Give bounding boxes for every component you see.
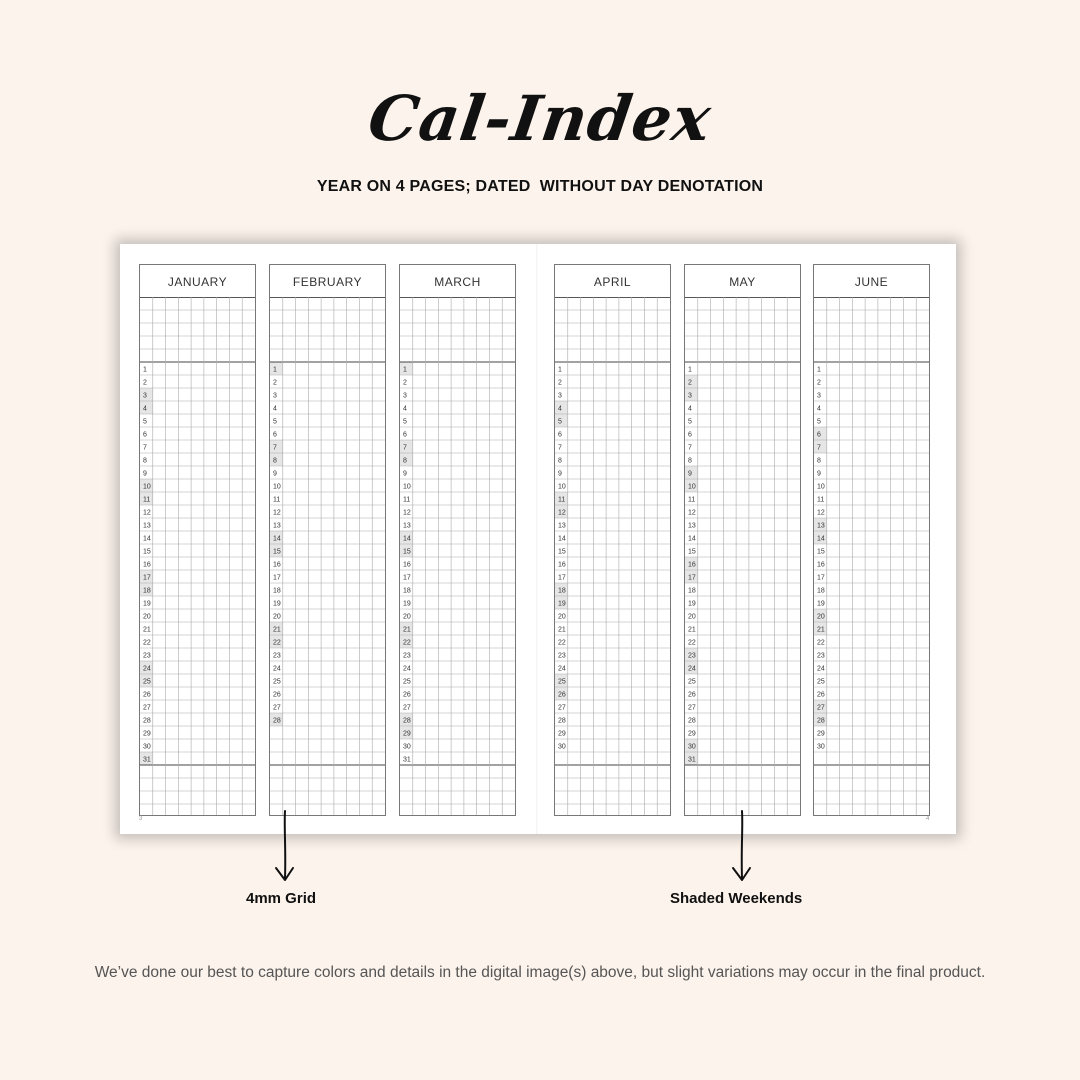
day-number: 25 — [558, 678, 566, 686]
month-column-april — [554, 264, 671, 816]
day-number: 12 — [817, 509, 825, 517]
month-column-june — [813, 264, 930, 816]
day-number: 6 — [688, 431, 692, 439]
day-number: 26 — [273, 691, 281, 699]
day-number: 2 — [558, 379, 562, 387]
arrow-down-icon — [270, 808, 300, 886]
day-number: 1 — [273, 366, 277, 374]
month-grid — [270, 265, 385, 815]
day-number: 6 — [403, 431, 407, 439]
day-number: 13 — [817, 522, 825, 530]
day-number: 11 — [817, 496, 825, 504]
day-number: 12 — [688, 509, 696, 517]
day-number: 8 — [403, 457, 407, 465]
day-number: 21 — [558, 626, 566, 634]
day-number: 27 — [273, 704, 281, 712]
day-number: 16 — [273, 561, 281, 569]
day-number: 27 — [688, 704, 696, 712]
month-header: APRIL — [555, 265, 670, 298]
day-number: 30 — [688, 743, 696, 751]
day-number: 9 — [688, 470, 692, 478]
day-number: 18 — [817, 587, 825, 595]
day-number: 25 — [403, 678, 411, 686]
day-number: 9 — [273, 470, 277, 478]
day-number: 29 — [558, 730, 566, 738]
day-number: 23 — [558, 652, 566, 660]
day-number: 14 — [817, 535, 825, 543]
day-number: 23 — [817, 652, 825, 660]
day-number: 10 — [143, 483, 151, 491]
month-column-march — [399, 264, 516, 816]
day-number: 16 — [817, 561, 825, 569]
day-number: 5 — [688, 418, 692, 426]
day-number: 26 — [688, 691, 696, 699]
day-number: 20 — [688, 613, 696, 621]
day-number: 4 — [403, 405, 407, 413]
day-number: 17 — [558, 574, 566, 582]
day-number: 25 — [688, 678, 696, 686]
day-number: 22 — [273, 639, 281, 647]
day-number: 21 — [403, 626, 411, 634]
day-number: 12 — [143, 509, 151, 517]
day-number: 1 — [143, 366, 147, 374]
day-number: 3 — [558, 392, 562, 400]
day-number: 1 — [558, 366, 562, 374]
page-number-left: 3 — [139, 816, 143, 822]
day-number: 13 — [688, 522, 696, 530]
day-number: 14 — [143, 535, 151, 543]
day-number: 7 — [273, 444, 277, 452]
day-number: 10 — [273, 483, 281, 491]
day-number: 24 — [403, 665, 411, 673]
day-number: 30 — [143, 743, 151, 751]
day-number: 3 — [817, 392, 821, 400]
day-number: 20 — [273, 613, 281, 621]
day-number: 1 — [403, 366, 407, 374]
day-number: 28 — [817, 717, 825, 725]
day-number: 7 — [558, 444, 562, 452]
day-number: 15 — [143, 548, 151, 556]
day-number: 2 — [817, 379, 821, 387]
day-number: 4 — [273, 405, 277, 413]
day-number: 20 — [143, 613, 151, 621]
day-number: 25 — [273, 678, 281, 686]
day-number: 2 — [688, 379, 692, 387]
grid-callout-label: 4mm Grid — [246, 890, 317, 907]
day-number: 16 — [688, 561, 696, 569]
day-number: 11 — [143, 496, 151, 504]
day-number: 26 — [817, 691, 825, 699]
day-number: 27 — [403, 704, 411, 712]
day-number: 28 — [558, 717, 566, 725]
day-number: 31 — [688, 756, 696, 764]
day-number: 3 — [403, 392, 407, 400]
day-number: 29 — [403, 730, 411, 738]
day-number: 13 — [403, 522, 411, 530]
month-column-february — [269, 264, 386, 816]
day-number: 20 — [558, 613, 566, 621]
day-number: 15 — [403, 548, 411, 556]
month-header: FEBRUARY — [270, 265, 385, 298]
day-number: 2 — [273, 379, 277, 387]
day-number: 20 — [403, 613, 411, 621]
day-number: 11 — [273, 496, 281, 504]
page-number-right: 4 — [926, 816, 930, 822]
day-number: 16 — [143, 561, 151, 569]
day-number: 17 — [817, 574, 825, 582]
day-number: 30 — [558, 743, 566, 751]
month-grid — [685, 265, 800, 815]
day-number: 23 — [273, 652, 281, 660]
month-header: MARCH — [400, 265, 515, 298]
day-number: 19 — [273, 600, 281, 608]
day-number: 31 — [143, 756, 151, 764]
day-number: 18 — [273, 587, 281, 595]
day-number: 8 — [558, 457, 562, 465]
day-number: 26 — [558, 691, 566, 699]
day-number: 14 — [273, 535, 281, 543]
day-number: 14 — [558, 535, 566, 543]
day-number: 6 — [817, 431, 821, 439]
day-number: 18 — [403, 587, 411, 595]
day-number: 12 — [273, 509, 281, 517]
day-number: 20 — [817, 613, 825, 621]
day-number: 18 — [688, 587, 696, 595]
day-number: 17 — [403, 574, 411, 582]
day-number: 29 — [143, 730, 151, 738]
day-number: 24 — [817, 665, 825, 673]
month-grid — [555, 265, 670, 815]
day-number: 13 — [273, 522, 281, 530]
day-number: 24 — [558, 665, 566, 673]
day-number: 12 — [558, 509, 566, 517]
day-number: 28 — [273, 717, 281, 725]
day-number: 7 — [143, 444, 147, 452]
month-header: MAY — [685, 265, 800, 298]
day-number: 17 — [273, 574, 281, 582]
day-number: 10 — [817, 483, 825, 491]
day-number: 8 — [143, 457, 147, 465]
spread-gutter — [536, 244, 538, 834]
day-number: 18 — [143, 587, 151, 595]
day-number: 21 — [688, 626, 696, 634]
day-number: 28 — [688, 717, 696, 725]
day-number: 29 — [817, 730, 825, 738]
day-number: 25 — [817, 678, 825, 686]
day-number: 19 — [688, 600, 696, 608]
month-grid — [140, 265, 255, 815]
disclaimer-text: We’ve done our best to capture colors and details in the digital image(s) above, but slight variations may occur in the final product. — [94, 964, 986, 981]
day-number: 30 — [817, 743, 825, 751]
day-number: 1 — [688, 366, 692, 374]
day-number: 9 — [817, 470, 821, 478]
month-header: JUNE — [814, 265, 929, 298]
day-number: 21 — [817, 626, 825, 634]
day-number: 22 — [688, 639, 696, 647]
page-title: Cal-Index — [364, 82, 716, 155]
arrow-down-icon — [727, 808, 757, 886]
day-number: 28 — [143, 717, 151, 725]
day-number: 24 — [143, 665, 151, 673]
day-number: 22 — [143, 639, 151, 647]
day-number: 4 — [143, 405, 147, 413]
day-number: 1 — [817, 366, 821, 374]
day-number: 4 — [688, 405, 692, 413]
day-number: 6 — [273, 431, 277, 439]
month-grid — [400, 265, 515, 815]
day-number: 7 — [403, 444, 407, 452]
day-number: 3 — [688, 392, 692, 400]
day-number: 17 — [143, 574, 151, 582]
day-number: 15 — [688, 548, 696, 556]
day-number: 9 — [558, 470, 562, 478]
day-number: 8 — [817, 457, 821, 465]
day-number: 7 — [817, 444, 821, 452]
day-number: 2 — [403, 379, 407, 387]
day-number: 11 — [688, 496, 696, 504]
day-number: 14 — [403, 535, 411, 543]
day-number: 16 — [403, 561, 411, 569]
day-number: 6 — [558, 431, 562, 439]
month-header: JANUARY — [140, 265, 255, 298]
day-number: 24 — [273, 665, 281, 673]
day-number: 3 — [143, 392, 147, 400]
day-number: 19 — [143, 600, 151, 608]
month-column-january — [139, 264, 256, 816]
day-number: 5 — [403, 418, 407, 426]
day-number: 3 — [273, 392, 277, 400]
day-number: 30 — [403, 743, 411, 751]
day-number: 8 — [273, 457, 277, 465]
day-number: 27 — [143, 704, 151, 712]
day-number: 19 — [403, 600, 411, 608]
day-number: 13 — [558, 522, 566, 530]
page-subtitle: YEAR ON 4 PAGES; DATED WITHOUT DAY DENOTATION — [316, 178, 764, 195]
day-number: 12 — [403, 509, 411, 517]
day-number: 26 — [143, 691, 151, 699]
day-number: 22 — [403, 639, 411, 647]
day-number: 23 — [688, 652, 696, 660]
day-number: 22 — [558, 639, 566, 647]
day-number: 22 — [817, 639, 825, 647]
day-number: 26 — [403, 691, 411, 699]
day-number: 19 — [817, 600, 825, 608]
day-number: 9 — [143, 470, 147, 478]
day-number: 18 — [558, 587, 566, 595]
day-number: 15 — [273, 548, 281, 556]
day-number: 13 — [143, 522, 151, 530]
day-number: 31 — [403, 756, 411, 764]
day-number: 29 — [688, 730, 696, 738]
day-number: 15 — [558, 548, 566, 556]
day-number: 19 — [558, 600, 566, 608]
day-number: 15 — [817, 548, 825, 556]
day-number: 5 — [558, 418, 562, 426]
day-number: 25 — [143, 678, 151, 686]
day-number: 14 — [688, 535, 696, 543]
day-number: 24 — [688, 665, 696, 673]
day-number: 17 — [688, 574, 696, 582]
day-number: 5 — [817, 418, 821, 426]
day-number: 10 — [558, 483, 566, 491]
month-grid — [814, 265, 929, 815]
month-column-may — [684, 264, 801, 816]
day-number: 5 — [273, 418, 277, 426]
day-number: 16 — [558, 561, 566, 569]
day-number: 4 — [558, 405, 562, 413]
day-number: 11 — [403, 496, 411, 504]
day-number: 28 — [403, 717, 411, 725]
day-number: 21 — [143, 626, 151, 634]
day-number: 9 — [403, 470, 407, 478]
day-number: 23 — [403, 652, 411, 660]
day-number: 27 — [558, 704, 566, 712]
day-number: 7 — [688, 444, 692, 452]
day-number: 23 — [143, 652, 151, 660]
day-number: 6 — [143, 431, 147, 439]
day-number: 21 — [273, 626, 281, 634]
day-number: 10 — [403, 483, 411, 491]
day-number: 11 — [558, 496, 566, 504]
day-number: 10 — [688, 483, 696, 491]
day-number: 4 — [817, 405, 821, 413]
day-number: 2 — [143, 379, 147, 387]
weekends-callout-label: Shaded Weekends — [670, 890, 803, 907]
day-number: 8 — [688, 457, 692, 465]
day-number: 5 — [143, 418, 147, 426]
day-number: 27 — [817, 704, 825, 712]
